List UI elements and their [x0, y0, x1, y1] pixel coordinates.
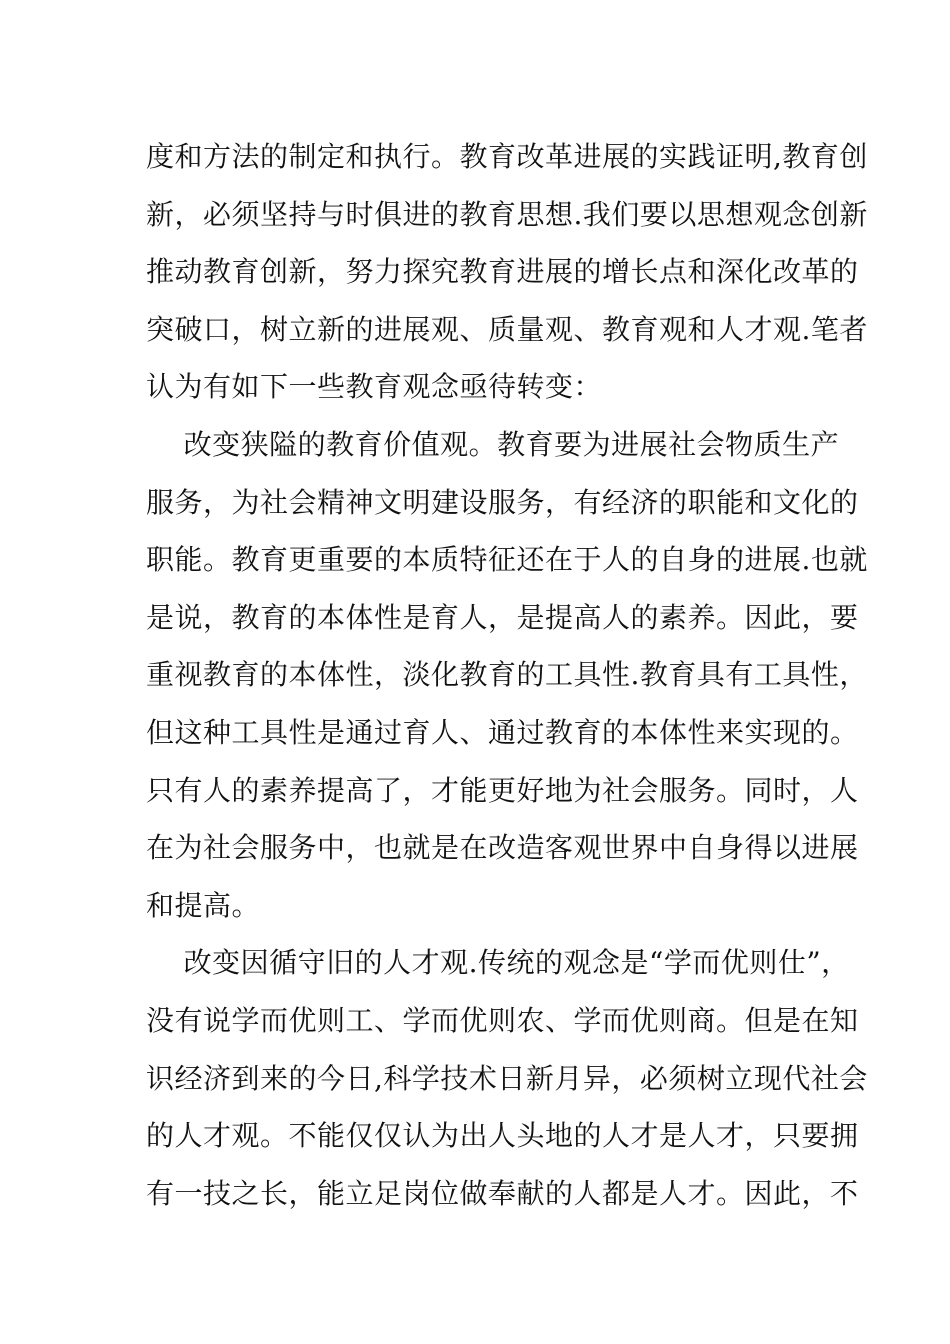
text-line: 突破口，树立新的进展观、质量观、教育观和人才观.笔者	[146, 312, 868, 346]
text-line: 有一技之长，能立足岗位做奉献的人都是人才。因此，不	[146, 1176, 859, 1210]
text-line: 但这种工具性是通过育人、通过教育的本体性来实现的。	[146, 715, 859, 749]
text-line: 改变狭隘的教育价值观。教育要为进展社会物质生产	[146, 427, 840, 461]
text-line: 职能。教育更重要的本质特征还在于人的自身的进展.也就	[146, 543, 868, 577]
text-line: 识经济到来的今日,科学技术日新月异，必须树立现代社会	[146, 1061, 868, 1095]
text-line: 只有人的素养提高了，才能更好地为社会服务。同时，人	[146, 773, 859, 807]
text-line: 服务，为社会精神文明建设服务，有经济的职能和文化的	[146, 485, 859, 519]
text-line: 和提高。	[146, 888, 261, 922]
body-text	[146, 128, 868, 1222]
text-line: 重视教育的本体性，淡化教育的工具性.教育具有工具性，	[146, 658, 868, 692]
text-line: 没有说学而优则工、学而优则农、学而优则商。但是在知	[146, 1003, 859, 1037]
text-line: 改变因循守旧的人才观.传统的观念是“学而优则仕”，	[146, 946, 850, 980]
text-line: 推动教育创新，努力探究教育进展的增长点和深化改革的	[146, 255, 859, 289]
text-line: 是说，教育的本体性是育人，是提高人的素养。因此，要	[146, 600, 859, 634]
text-line: 的人才观。不能仅仅认为出人头地的人才是人才，只要拥	[146, 1119, 859, 1153]
text-line: 新，必须坚持与时俱进的教育思想.我们要以思想观念创新	[146, 197, 868, 231]
text-line: 在为社会服务中，也就是在改造客观世界中自身得以进展	[146, 831, 859, 865]
text-line: 认为有如下一些教育观念亟待转变：	[146, 370, 603, 404]
text-line: 度和方法的制定和执行。教育改革进展的实践证明,教育创	[146, 140, 868, 173]
